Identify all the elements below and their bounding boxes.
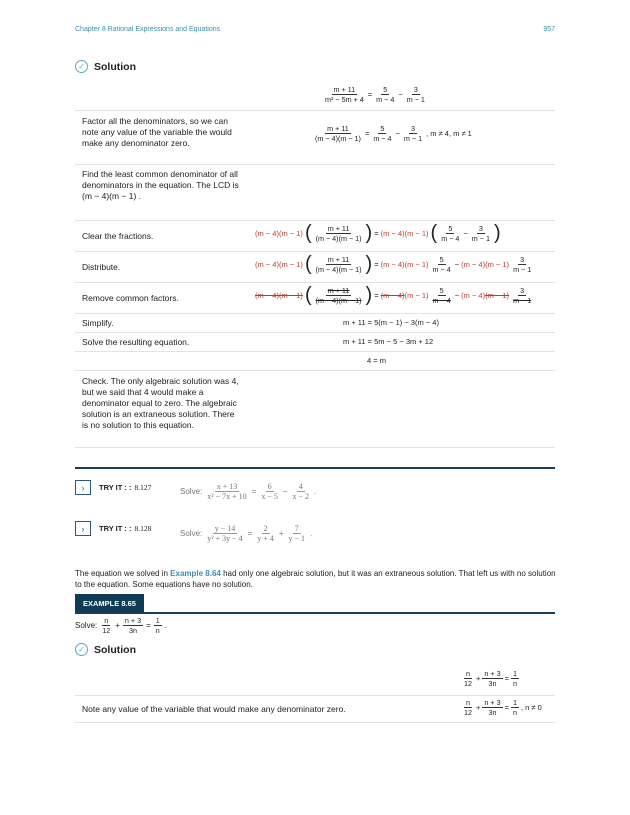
- equation-simplify: m + 11 = 5(m − 1) − 3(m − 4): [343, 318, 439, 327]
- table-row: [75, 283, 555, 314]
- equation-original: $\frac{m + 11}{\text{m² − 5m + 4}}$ = $\frac{5}{m - 4}$ − $\frac{3}{m - 1}$: [325, 85, 425, 104]
- try-it-8-128[interactable]: [75, 521, 151, 536]
- try-it-label: TRY IT : :: [99, 524, 132, 533]
- solution-label: Solution: [94, 643, 136, 656]
- step-label: Simplify.: [82, 318, 114, 328]
- table-row: [75, 221, 555, 252]
- equation-original: $\frac{n}{12}$ + $\frac{n + 3}{3n}$ = $\frac{1}{n}$: [464, 669, 517, 688]
- example-label: EXAMPLE 8.65: [75, 594, 144, 612]
- table-row: [75, 696, 555, 723]
- try-it-question: Solve: $\frac{x + 13}{\text{x² − 7x + 10}}$ = $\frac{6}{x - 5}$ − $\frac{4}{x - 2}$ .: [180, 482, 317, 501]
- table-row: [75, 314, 555, 333]
- example-question: Solve: $\frac{n}{12}$ + $\frac{n + 3}{3n}$ = $\frac{1}{n}$ .: [75, 616, 167, 635]
- page-number: 957: [543, 26, 555, 33]
- try-it-number: 8.127: [134, 483, 152, 492]
- equation-cancel: (m − 4)(m − 1) ( $\frac{m + 11}{(m - 4)(m - 1)}$ ) = (m − 4)(m − 1) $\frac{5}{m - 4}$ − (m − 4)(m − 1) $\frac{3}{m - 1}$: [255, 284, 532, 306]
- try-it-number: 8.128: [134, 524, 152, 533]
- equation-factored: $\frac{m + 11}{(m - 4)(m - 1)}$ = $\frac{5}{m - 4}$ − $\frac{3}{m - 1}$ , m ≠ 4, m ≠ 1: [315, 124, 472, 143]
- table-row: [75, 165, 555, 221]
- equation-clear: (m − 4)(m − 1) ( $\frac{m + 11}{(m - 4)(m - 1)}$ ) = (m − 4)(m − 1) ( $\frac{5}{m - 4}$ − $\frac{3}{m - 1}$ ): [255, 222, 501, 244]
- chevron-right-icon[interactable]: ›: [75, 480, 91, 495]
- example-link[interactable]: Example 8.64: [170, 569, 221, 578]
- table-row: [75, 111, 555, 165]
- example-header: [75, 594, 555, 614]
- try-it-8-127[interactable]: [75, 480, 151, 495]
- table-row: [75, 352, 555, 371]
- check-circle-icon: ✓: [75, 643, 88, 656]
- table-row: [75, 333, 555, 352]
- chevron-right-icon[interactable]: ›: [75, 521, 91, 536]
- solution-label: Solution: [94, 60, 136, 73]
- step-label: Remove common factors.: [82, 293, 179, 303]
- equation-distribute: (m − 4)(m − 1) ( $\frac{m + 11}{(m - 4)(m - 1)}$ ) = (m − 4)(m − 1) $\frac{5}{m - 4}$ − (m − 4)(m − 1) $\frac{3}{m - 1}$: [255, 253, 532, 275]
- try-it-question: Solve: $\frac{y - 14}{\text{y² + 3y − 4}}$ = $\frac{2}{y + 4}$ + $\frac{7}{y - 1}$ .: [180, 524, 313, 543]
- equation-solve: m + 11 = 5m − 5 − 3m + 12: [343, 337, 434, 346]
- step-label: Solve the resulting equation.: [82, 337, 190, 347]
- step-label: Clear the fractions.: [82, 231, 154, 241]
- equation-result: 4 = m: [367, 356, 386, 365]
- check-circle-icon: ✓: [75, 60, 88, 73]
- table-row: [75, 252, 555, 283]
- table-row: [75, 371, 555, 448]
- solution-heading: [75, 60, 136, 73]
- section-divider: [75, 467, 555, 469]
- body-paragraph: The equation we solved in Example 8.64 had only one algebraic solution, but it was an extraneous solution. That left us with no solution to the equation. Some equations have no solution.: [75, 569, 556, 589]
- equation-restriction: $\frac{n}{12}$ + $\frac{n + 3}{3n}$ = $\frac{1}{n}$ , n ≠ 0: [464, 698, 542, 717]
- step-label: Factor all the denominators, so we can note any value of the variable the would make any denominator zero.: [82, 116, 232, 148]
- table-row: [75, 82, 555, 111]
- step-label: Note any value of the variable that would make any denominator zero.: [82, 704, 346, 714]
- step-label: Find the least common denominator of all denominators in the equation. The LCD is (m − 4)(m − 1) .: [82, 169, 239, 201]
- table-row: [75, 665, 555, 696]
- chapter-title: Chapter 8 Rational Expressions and Equations: [75, 26, 221, 33]
- solution-heading: [75, 643, 136, 656]
- step-label: Distribute.: [82, 262, 121, 272]
- try-it-label: TRY IT : :: [99, 483, 132, 492]
- step-label: Check. The only algebraic solution was 4, but we said that 4 would make a denominator equal to zero. The algebraic solution is an extraneous solution. There is no solution to this equation.: [82, 376, 239, 430]
